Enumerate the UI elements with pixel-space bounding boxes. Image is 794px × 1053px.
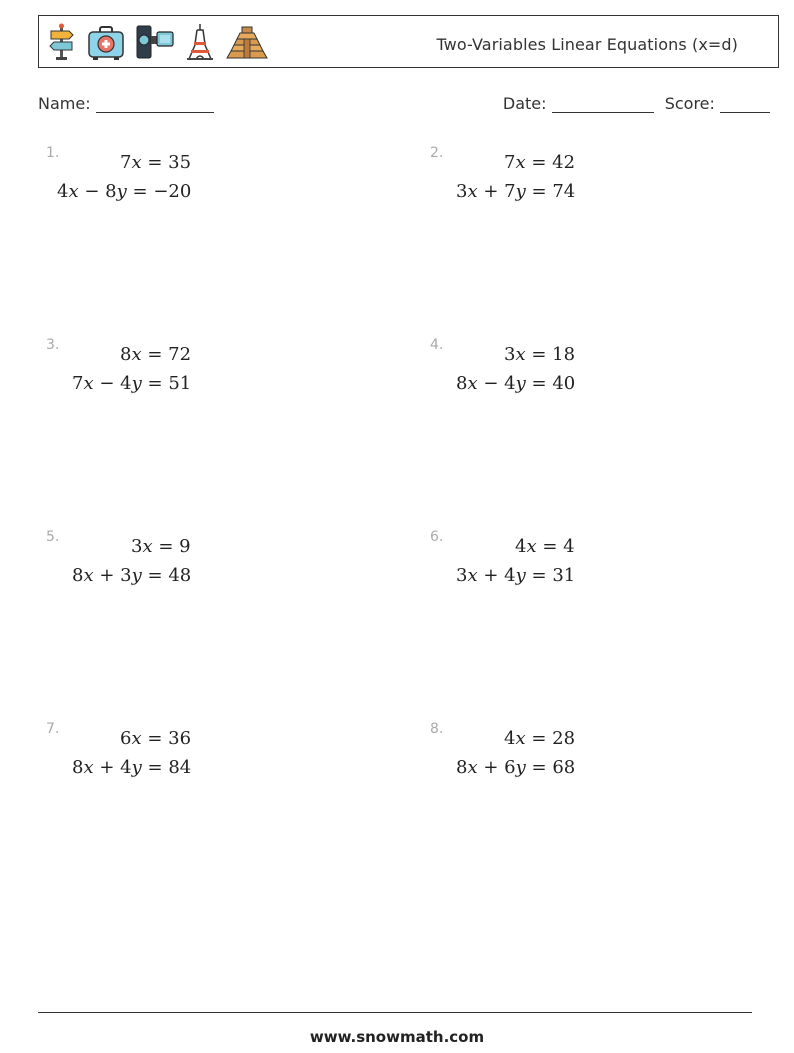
problem-item [46,337,346,407]
equation-x: 4x = 28 [504,728,576,749]
equation-x: 7x = 42 [504,152,576,173]
date-score-fields [503,94,770,113]
footer-site: www.snowmath.com [309,1028,485,1046]
equation-x: 4x = 4 [515,536,575,557]
eiffel-tower-icon [185,22,215,62]
problem-item [46,721,346,791]
equation-xy: 3x + 7y = 74 [456,181,576,202]
equation-x: 7x = 35 [120,152,192,173]
equation-xy: 3x + 4y = 31 [456,565,576,586]
signpost-icon [47,22,77,62]
first-aid-kit-icon [87,22,125,62]
equation-x: 6x = 36 [120,728,192,749]
problem-item [430,529,730,599]
equation-xy: 8x + 4y = 84 [72,757,192,778]
equation-xy: 8x + 6y = 68 [456,757,576,778]
problem-item [430,145,730,215]
problem-item [46,529,346,599]
equation-xy: 4x − 8y = −20 [57,181,192,202]
equation-x: 3x = 18 [504,344,576,365]
worksheet-title: Two-Variables Linear Equations (x=d) [436,35,738,54]
equation-x: 3x = 9 [131,536,191,557]
problem-number: 5. [46,529,60,545]
equation-xy: 7x − 4y = 51 [72,373,192,394]
header-box [38,15,779,68]
equation-xy: 8x − 4y = 40 [456,373,576,394]
problem-number: 4. [430,337,444,353]
problem-number: 1. [46,145,60,161]
date-blank[interactable] [552,96,654,113]
footer-rule [38,1012,752,1013]
problem-number: 8. [430,721,444,737]
name-blank[interactable] [96,96,214,113]
equation-x: 8x = 72 [120,344,192,365]
date-label: Date: [502,94,547,113]
problem-item [430,337,730,407]
name-field [38,94,214,113]
problem-number: 2. [430,145,444,161]
problem-number: 7. [46,721,60,737]
problem-item [430,721,730,791]
problem-number: 6. [430,529,444,545]
camcorder-icon [135,22,175,62]
header-icons [47,22,269,62]
name-label: Name: [38,94,91,113]
problem-item [46,145,346,215]
equation-xy: 8x + 3y = 48 [72,565,192,586]
pyramid-icon [225,22,269,62]
score-label: Score: [664,94,715,113]
score-blank[interactable] [720,96,770,113]
problem-number: 3. [46,337,60,353]
